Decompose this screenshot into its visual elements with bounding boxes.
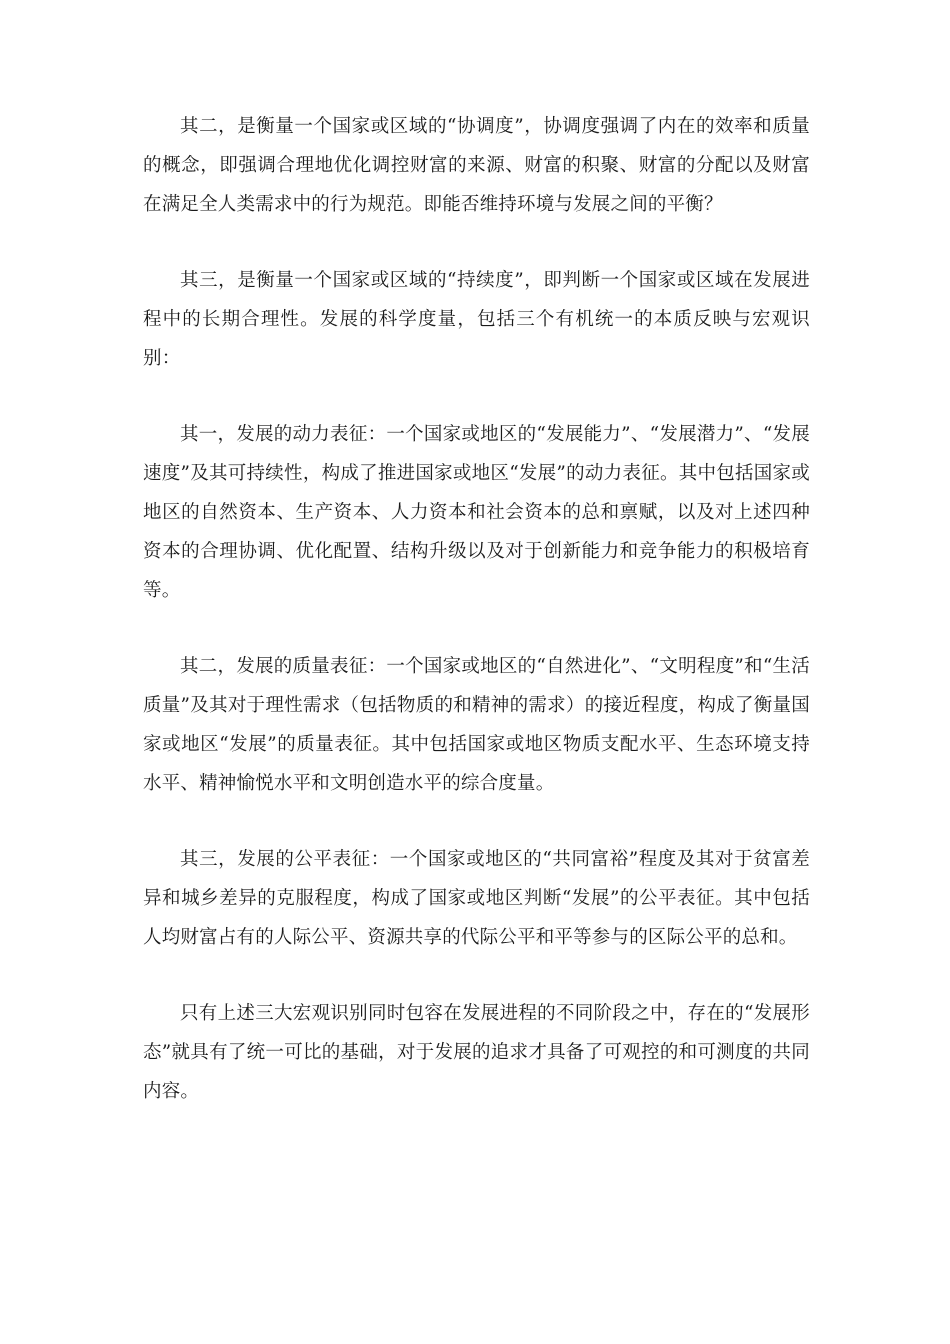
paragraph-coordination-degree: 其二，是衡量一个国家或区域的“协调度”，协调度强调了内在的效率和质量的概念，即强调合理地优化调控财富的来源、财富的积聚、财富的分配以及财富在满足全人类需求中的行为规范。即能否维持环境与发展之间的平衡？ bbox=[143, 116, 810, 215]
paragraph-fairness-characterization: 其三，发展的公平表征：一个国家或地区的“共同富裕”程度及其对于贫富差异和城乡差异的克服程度，构成了国家或地区判断“发展”的公平表征。其中包括人均财富占有的人际公平、资源共享的代际公平和平等参与的区际公平的总和。 bbox=[143, 849, 810, 948]
paragraph-dynamic-characterization: 其一，发展的动力表征：一个国家或地区的“发展能力”、“发展潜力”、“发展速度”及其可持续性，构成了推进国家或地区“发展”的动力表征。其中包括国家或地区的自然资本、生产资本、人力资本和社会资本的总和禀赋，以及对上述四种资本的合理协调、优化配置、结构升级以及对于创新能力和竞争能力的积极培育等。 bbox=[143, 424, 810, 601]
paragraph-sustainability-degree: 其三，是衡量一个国家或区域的“持续度”，即判断一个国家或区域在发展进程中的长期合理性。发展的科学度量，包括三个有机统一的本质反映与宏观识别： bbox=[143, 270, 810, 369]
paragraph-quality-characterization: 其二，发展的质量表征：一个国家或地区的“自然进化”、“文明程度”和“生活质量”及其对于理性需求（包括物质的和精神的需求）的接近程度，构成了衡量国家或地区“发展”的质量表征。其中包括国家或地区物质支配水平、生态环境支持水平、精神愉悦水平和文明创造水平的综合度量。 bbox=[143, 656, 810, 794]
paragraph-conclusion: 只有上述三大宏观识别同时包容在发展进程的不同阶段之中，存在的“发展形态”就具有了统一可比的基础，对于发展的追求才具备了可观控的和可测度的共同内容。 bbox=[143, 1003, 810, 1102]
document-body bbox=[143, 107, 810, 1148]
